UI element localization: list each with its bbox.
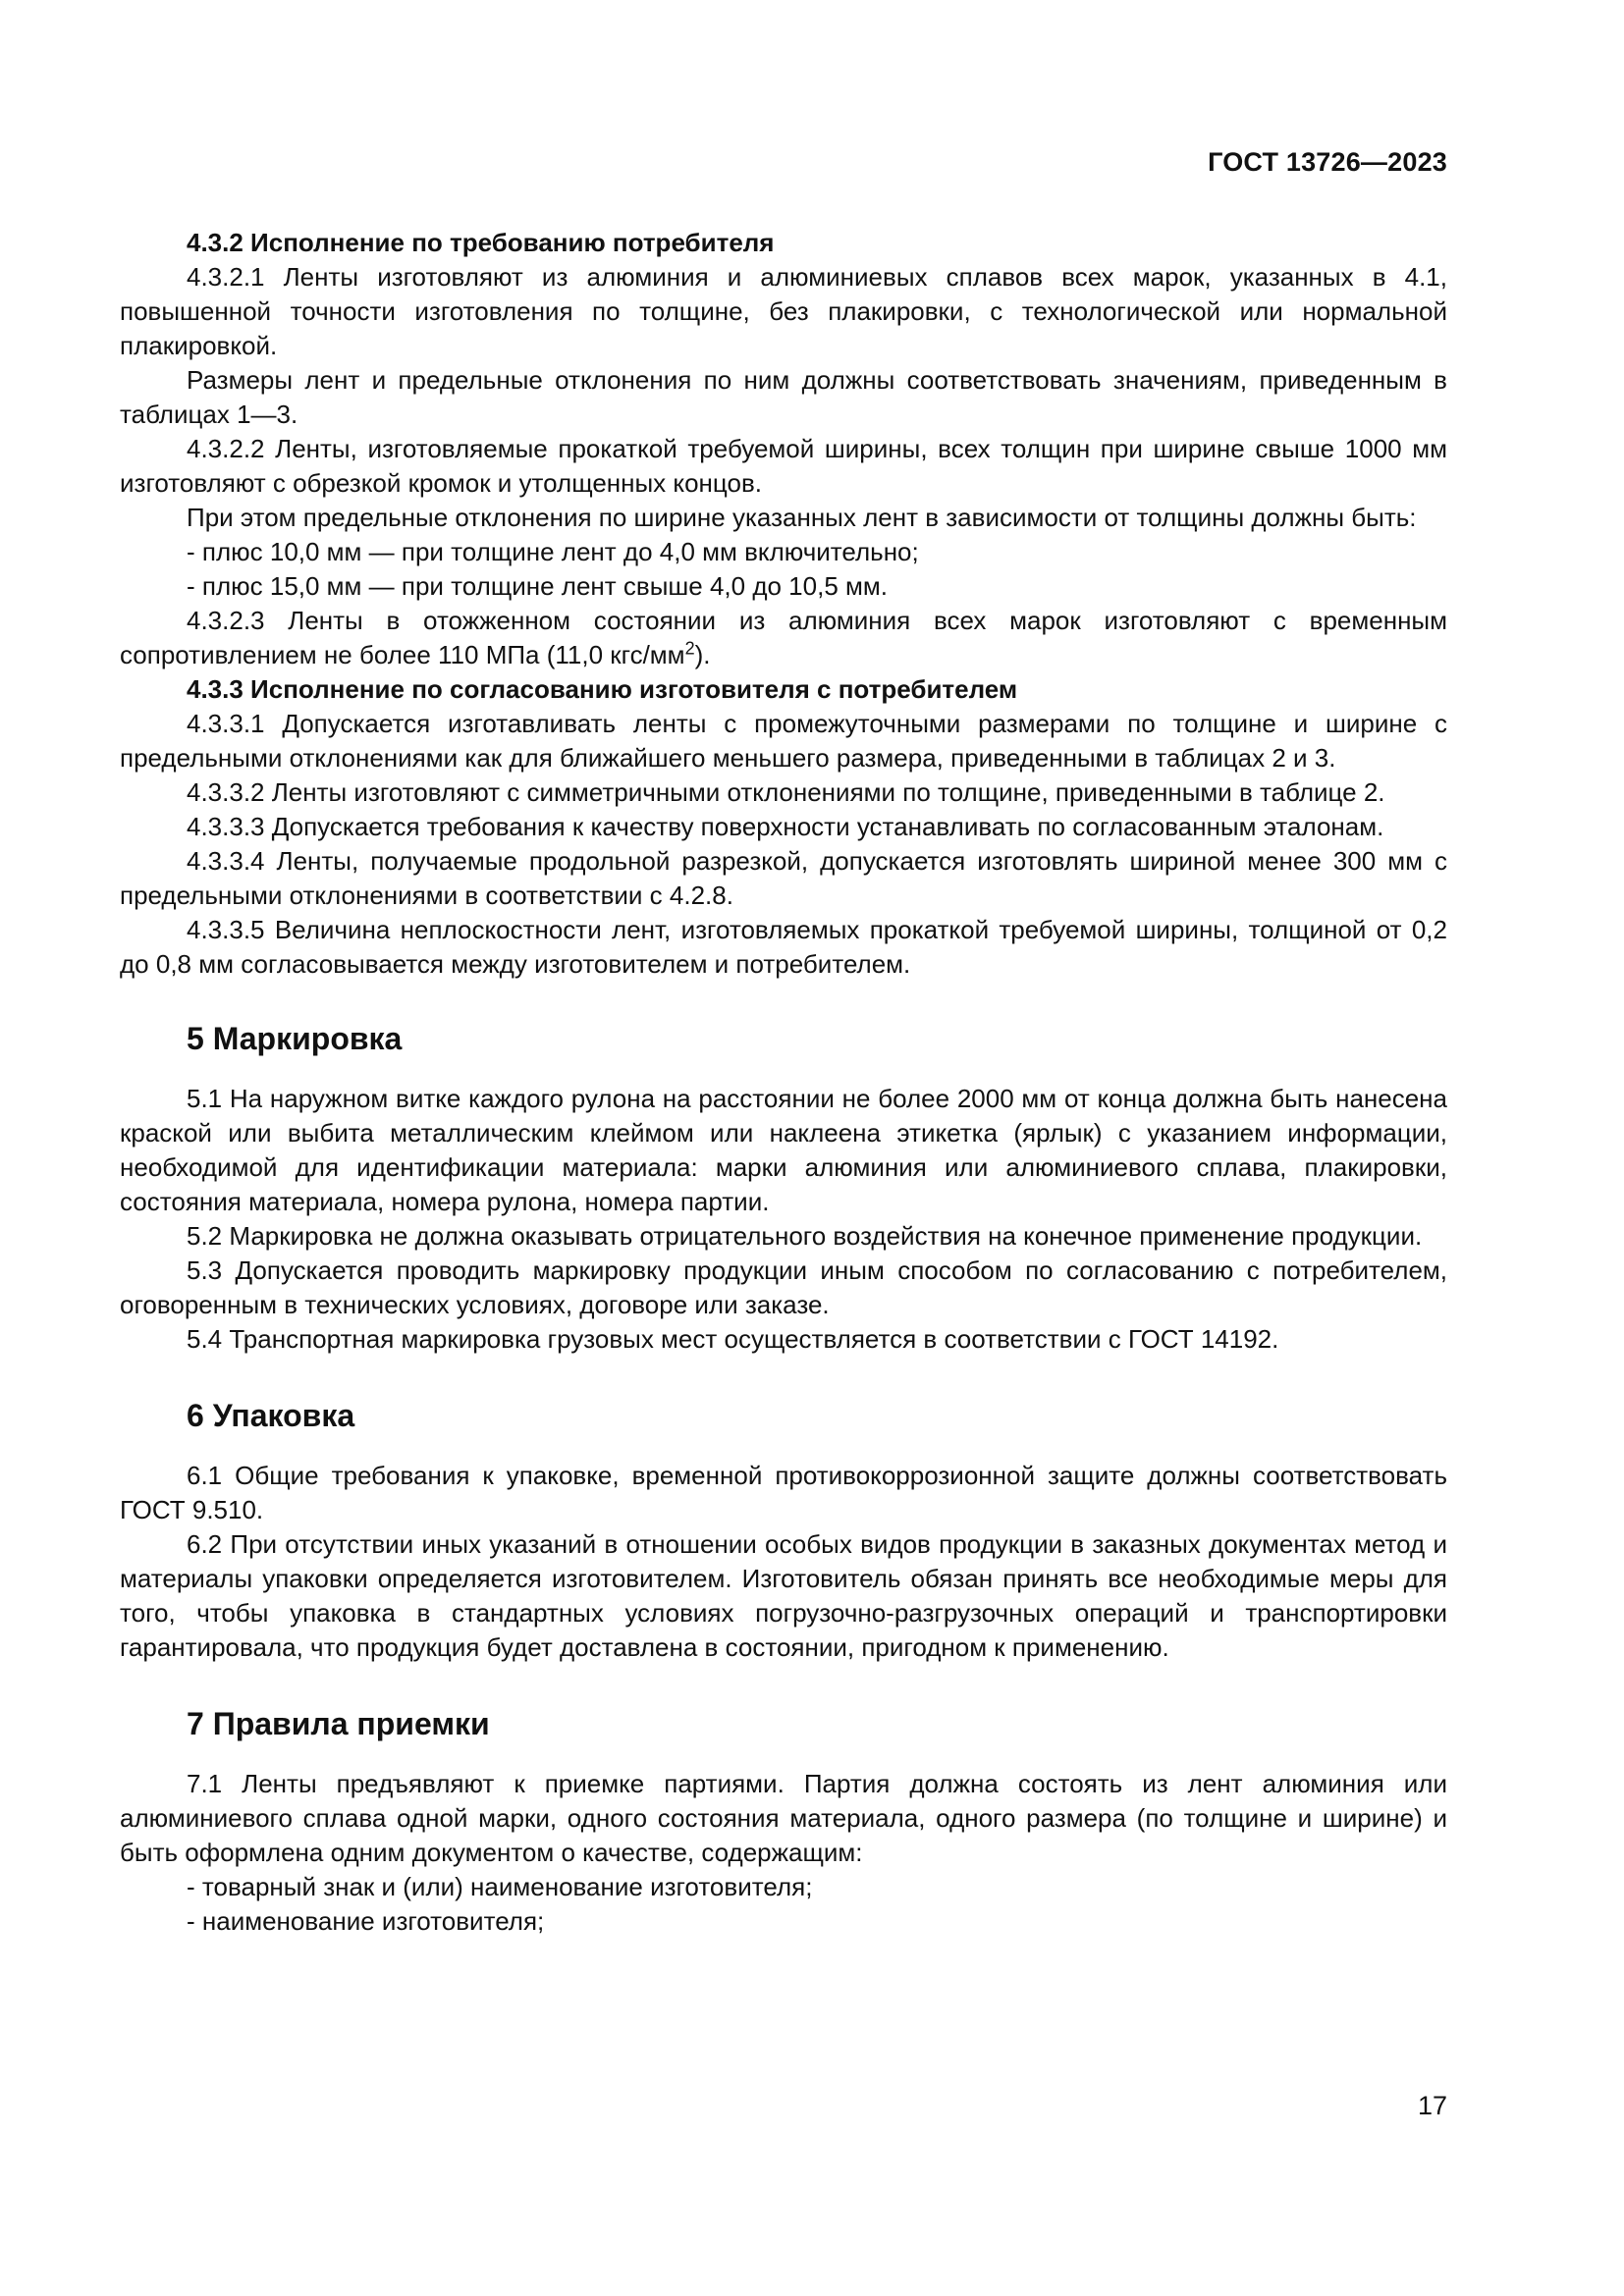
paragraph-4-3-3-5: 4.3.3.5 Величина неплоскостности лент, изготовляемых прокаткой требуемой ширины, толщиной от 0,2 до 0,8 мм согласовывается между изготовителем и потребителем. [120,915,1447,979]
section-5-heading: 5 Маркировка [187,1021,403,1056]
page-number: 17 [1417,2091,1447,2120]
section-7-heading: 7 Правила приемки [187,1706,490,1741]
section-6-heading: 6 Упаковка [187,1398,355,1433]
superscript: 2 [684,638,695,659]
paragraph-7-1: 7.1 Ленты предъявляют к приемке партиями. Партия должна состоять из лент алюминия или алюминиевого сплава одной марки, одного состояния материала, одного размера (по толщине и ширине) и быть оформлена одним документом о качестве, содержащим: [120,1769,1447,1867]
paragraph-6-2: 6.2 При отсутствии иных указаний в отношении особых видов продукции в заказных документах метод и материалы упаковки определяется изготовителем. Изготовитель обязан принять все необходимые меры для того, чтобы упаковка в стандартных условиях погрузочно-разгрузочных операций и транспортировки гарантировала, что продукция будет доставлена в состоянии, пригодном к применению. [120,1529,1447,1662]
document-body [120,226,1447,1939]
paragraph-4-3-2-2: 4.3.2.2 Ленты, изготовляемые прокаткой требуемой ширины, всех толщин при ширине свыше 1000 мм изготовляют с обрезкой кромок и утолщенных концов. [120,434,1447,498]
paragraph-4-3-2-1-sizes: Размеры лент и предельные отклонения по ним должны соответствовать значениям, приведенным в таблицах 1—3. [120,365,1447,429]
paragraph-4-3-2-2-deviations: При этом предельные отклонения по ширине указанных лент в зависимости от толщины должны быть: [187,503,1417,532]
paragraph-5-1: 5.1 На наружном витке каждого рулона на расстоянии не более 2000 мм от конца должна быть нанесена краской или выбита металлическим клеймом или наклеена этикетка (ярлык) с указанием информации, необходимой для идентификации материала: марки алюминия или алюминиевого сплава, плакировки, состояния материала, номера рулона, номера партии. [120,1084,1447,1216]
paragraph-4-3-3-3: 4.3.3.3 Допускается требования к качеству поверхности устанавливать по согласованным эталонам. [187,812,1384,841]
paragraph-6-1: 6.1 Общие требования к упаковке, временной противокоррозионной защите должны соответствовать ГОСТ 9.510. [120,1461,1447,1524]
paragraph-5-2: 5.2 Маркировка не должна оказывать отрицательного воздействия на конечное применение продукции. [187,1221,1423,1251]
subsection-4-3-3-heading: 4.3.3 Исполнение по согласованию изготовителя с потребителем [187,674,1018,704]
paragraph-4-3-3-2: 4.3.3.2 Ленты изготовляют с симметричными отклонениями по толщине, приведенными в таблице 2. [187,777,1385,807]
document-id: ГОСТ 13726—2023 [1208,147,1447,177]
paragraph-4-3-3-4: 4.3.3.4 Ленты, получаемые продольной разрезкой, допускается изготовлять шириной менее 300 мм с предельными отклонениями в соответствии с 4.2.8. [120,846,1447,910]
paragraph-4-3-2-1: 4.3.2.1 Ленты изготовляют из алюминия и алюминиевых сплавов всех марок, указанных в 4.1, повышенной точности изготовления по толщине, без плакировки, с технологической или нормальной плакировкой. [120,262,1447,360]
paragraph-4-3-2-3: 4.3.2.3 Ленты в отожженном состоянии из алюминия всех марок изготовляют с временным сопротивлением не более 110 МПа (11,0 кгс/$мм^2$). [120,606,1447,669]
paragraph-5-3: 5.3 Допускается проводить маркировку продукции иным способом по согласованию с потребителем, оговоренным в технических условиях, договоре или заказе. [120,1255,1447,1319]
list-item: - плюс 10,0 мм — при толщине лент до 4,0 мм включительно; [187,537,919,566]
paragraph-5-4: 5.4 Транспортная маркировка грузовых мест осуществляется в соответствии с ГОСТ 14192. [187,1324,1279,1354]
subsection-4-3-2-heading: 4.3.2 Исполнение по требованию потребителя [187,228,775,257]
list-item: - плюс 15,0 мм — при толщине лент свыше 4,0 до 10,5 мм. [187,571,888,601]
list-item: - товарный знак и (или) наименование изготовителя; [187,1872,813,1901]
paragraph-4-3-3-1: 4.3.3.1 Допускается изготавливать ленты с промежуточными размерами по толщине и ширине с предельными отклонениями как для ближайшего меньшего размера, приведенными в таблицах 2 и 3. [120,709,1447,773]
list-item: - наименование изготовителя; [187,1906,545,1936]
